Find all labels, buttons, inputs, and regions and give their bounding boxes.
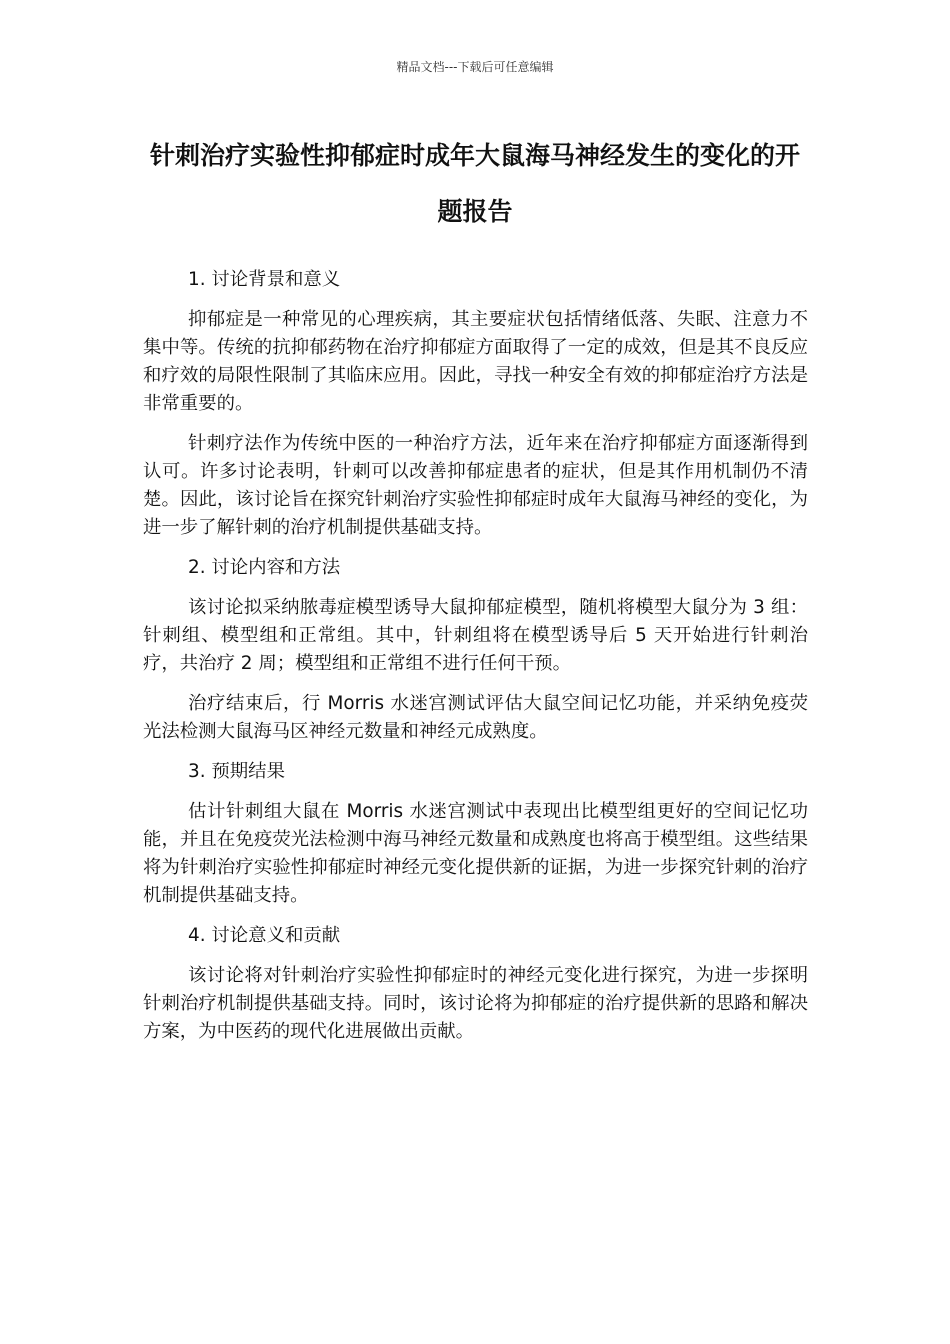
header-note: 精品文档---下载后可任意编辑	[396, 60, 554, 74]
paragraph: 针刺疗法作为传统中医的一种治疗方法，近年来在治疗抑郁症方面逐渐得到认可。许多讨论表明，针刺可以改善抑郁症患者的症状，但是其作用机制仍不清楚。因此，该讨论旨在探究针刺治疗实验性抑郁症时成年大鼠海马神经的变化，为进一步了解针刺的治疗机制提供基础支持。	[143, 433, 808, 538]
section-heading-4: 4. 讨论意义和贡献	[188, 925, 341, 946]
section-heading-3: 3. 预期结果	[188, 761, 285, 782]
paragraph: 治疗结束后，行 Morris 水迷宫测试评估大鼠空间记忆功能，并采纳免疫荧光法检测大鼠海马区神经元数量和神经元成熟度。	[143, 693, 808, 742]
paragraph: 估计针刺组大鼠在 Morris 水迷宫测试中表现出比模型组更好的空间记忆功能，并且在免疫荧光法检测中海马神经元数量和成熟度也将高于模型组。这些结果将为针刺治疗实验性抑郁症时神经元变化提供新的证据，为进一步探究针刺的治疗机制提供基础支持。	[143, 801, 808, 906]
document-body	[143, 266, 808, 1058]
section-heading-1: 1. 讨论背景和意义	[188, 269, 341, 290]
paragraph: 该讨论将对针刺治疗实验性抑郁症时的神经元变化进行探究，为进一步探明针刺治疗机制提供基础支持。同时，该讨论将为抑郁症的治疗提供新的思路和解决方案，为中医药的现代化进展做出贡献。	[143, 965, 808, 1042]
paragraph: 该讨论拟采纳脓毒症模型诱导大鼠抑郁症模型，随机将模型大鼠分为 3 组：针刺组、模型组和正常组。其中，针刺组将在模型诱导后 5 天开始进行针刺治疗，共治疗 2 周；模型组和正常组不进行任何干预。	[143, 597, 808, 674]
document-title: 针刺治疗实验性抑郁症时成年大鼠海马神经发生的变化的开题报告	[149, 141, 800, 226]
paragraph: 抑郁症是一种常见的心理疾病，其主要症状包括情绪低落、失眠、注意力不集中等。传统的抗抑郁药物在治疗抑郁症方面取得了一定的成效，但是其不良反应和疗效的局限性限制了其临床应用。因此，寻找一种安全有效的抑郁症治疗方法是非常重要的。	[143, 309, 808, 414]
section-heading-2: 2. 讨论内容和方法	[188, 557, 341, 578]
